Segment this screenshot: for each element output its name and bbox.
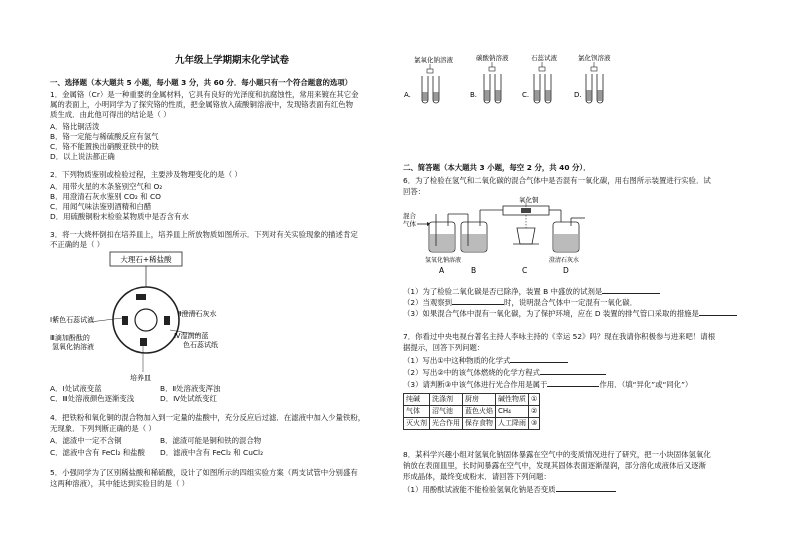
q8-line-3: 形成晶体，最终变成粉末．请回答下列问题： bbox=[403, 472, 551, 481]
q4-option-a: A．滤渣中一定不含铜 bbox=[50, 436, 122, 445]
table-cell: 气体 bbox=[404, 406, 430, 418]
table-cell: ③ bbox=[529, 418, 540, 430]
table-row bbox=[404, 406, 540, 418]
table-cell: 沼气池 bbox=[430, 406, 463, 418]
table-cell: 洗涤剂 bbox=[430, 394, 463, 406]
q6-answer-2: （2）当观察到 时，说明混合气体中一定混有一氧化碳． bbox=[403, 298, 638, 307]
q3-label-1: Ⅰ紫色石蕊试液 bbox=[50, 316, 95, 324]
q1-line-3: 质生成．由此他可得出的结论是（ ） bbox=[50, 110, 171, 119]
q5-option-a-tubes bbox=[404, 55, 454, 103]
q6-limewater-label: 澄清石灰水 bbox=[549, 257, 580, 264]
q4-line-1: 4．把铁粉和氧化铜的混合物加入到一定量的盐酸中，充分反应后过滤．在滤液中加入少量铁粉， bbox=[50, 413, 366, 422]
q7-blank-2[interactable] bbox=[540, 367, 606, 375]
q5-option-b-tubes bbox=[470, 53, 509, 103]
q5-option-d-tubes bbox=[574, 53, 611, 103]
q5-option-a: A. bbox=[404, 91, 411, 99]
q6-line-1: 6．为了检验在氢气和二氧化碳的混合气体中是否混有一氧化碳，用右图所示装置进行实验．试 bbox=[403, 176, 711, 185]
q6-label-a: A bbox=[439, 266, 445, 275]
q5-reagent-a-label: 氯氧化钠溶液 bbox=[414, 56, 453, 64]
q6-label-c: C bbox=[522, 266, 528, 275]
exam-title: 九年级上学期期末化学试卷 bbox=[175, 55, 290, 66]
q7-answer-3: （3）请判断③中该气体进行光合作用是属于 作用．（填“异化”或“同化”） bbox=[403, 380, 693, 389]
q1-option-c: C．铬不能置换出硝酸亚铁中的铁 bbox=[50, 142, 159, 151]
q3-label-4a: Ⅳ湿润的蓝 bbox=[174, 332, 209, 340]
q2-option-d: D．用硫酸铜粉末检验某物质中是否含有水 bbox=[50, 212, 189, 221]
q6-gas-in-label-b: 气体 bbox=[403, 220, 416, 228]
q3-petri-diagram bbox=[50, 250, 250, 380]
q7-blank-1[interactable] bbox=[510, 355, 568, 363]
q5-option-c: C. bbox=[522, 91, 530, 99]
q4-line-2: 无现象．下列判断正确的是（ ） bbox=[50, 424, 156, 433]
table-row bbox=[404, 394, 540, 406]
q8-line-2: 钠放在表面皿里，长时间暴露在空气中，发现其固体表面逐渐湿润，部分溶化成液体后又逐渐 bbox=[403, 461, 707, 470]
table-cell: ① bbox=[529, 394, 540, 406]
q5-reagent-b-label: 碳酸钠溶液 bbox=[476, 54, 509, 62]
q3-option-d: D．Ⅳ处试纸变红 bbox=[160, 394, 217, 403]
q3-label-3b: 氢氧化钠溶液 bbox=[52, 343, 94, 351]
q8-answer-1: （1）用酚酞试液能不能检验氢氧化钠是否变质 bbox=[403, 484, 616, 494]
q1-line-1: 1．金属铬（Cr）是一种重要的金属材料，它具有良好的光泽度和抗腐蚀性，常用来镀在其它金 bbox=[50, 90, 359, 99]
q5-option-b: B. bbox=[470, 91, 478, 99]
q6-line-2: 回答： bbox=[403, 187, 426, 196]
q6-answer-1: （1）为了检验二氧化碳是否已除净，装置 B 中盛放的试剂是 bbox=[403, 286, 660, 296]
q5-test-tubes-figure bbox=[402, 52, 617, 112]
q4-option-b: B．滤渣可能是铜和铁的混合物 bbox=[160, 436, 262, 445]
q6-apparatus-diagram bbox=[403, 198, 593, 278]
q6-cuo-label: 氧化铜 bbox=[519, 196, 539, 204]
q3-line-2: 不正确的是（ ） bbox=[50, 240, 105, 249]
q3-label-4b: 色石蕊试纸 bbox=[183, 341, 218, 349]
q7-answer-1: （1）写出①中这种物质的化学式 bbox=[403, 355, 568, 365]
q2-line-1: 2．下列物质鉴别或检验过程，主要涉及物理变化的是（ ） bbox=[50, 170, 242, 179]
q1-option-b: B．铬一定能与稀硫酸反应有氢气 bbox=[50, 132, 159, 141]
q3-top-box-label: 大理石+稀盐酸 bbox=[120, 255, 172, 264]
table-cell: 碱性物质 bbox=[496, 394, 529, 406]
q3-label-3a: Ⅲ滴加酚酞的 bbox=[50, 334, 90, 342]
q6-blank-2[interactable] bbox=[452, 297, 504, 305]
table-cell: 蓝色火焰 bbox=[463, 406, 496, 418]
q7-answer-2: （2）写出②中的该气体燃烧的化学方程式 bbox=[403, 367, 606, 377]
table-cell: 人工降雨 bbox=[496, 418, 529, 430]
q7-line-2: 据提示，回答下列问题： bbox=[403, 343, 485, 352]
q5-option-d: D. bbox=[574, 91, 582, 99]
q6-blank-1[interactable] bbox=[602, 286, 660, 294]
q6-naoh-label: 氢氧化钠溶液 bbox=[425, 257, 462, 264]
q6-gas-in-label-a: 混合 bbox=[403, 212, 416, 220]
section2-heading: 二、简答题（本大题共 3 小题，每空 2 分，共 40 分）． bbox=[403, 163, 591, 172]
q6-label-b: B bbox=[471, 266, 477, 275]
q8-blank-1[interactable] bbox=[556, 484, 616, 492]
table-cell: 纯碱 bbox=[404, 394, 430, 406]
table-cell: CH₄ bbox=[496, 406, 529, 418]
q2-option-b: B．用澄清石灰水鉴别 CO₂ 和 CO bbox=[50, 192, 161, 201]
q5-line-2: 这两种溶液），其中能达到实验目的是（ ） bbox=[50, 479, 190, 488]
table-cell: 保存食物 bbox=[463, 418, 496, 430]
q6-label-d: D bbox=[563, 266, 569, 275]
q2-option-a: A．用带火星的木条鉴别空气和 O₂ bbox=[50, 182, 163, 191]
q7-clue-table bbox=[403, 393, 540, 430]
q3-option-c: C．Ⅲ处溶液颜色逐渐变浅 bbox=[50, 394, 135, 403]
table-cell: 光合作用 bbox=[430, 418, 463, 430]
q2-option-c: C．用闻气味法鉴别酒精和白醋 bbox=[50, 202, 152, 211]
q6-answer-3: （3）如果混合气体中混有一氧化碳，为了保护环境，应在 D 装置的排气管口采取的措施是 bbox=[403, 308, 737, 318]
q1-option-d: D．以上说法都正确 bbox=[50, 152, 115, 161]
q4-option-d: D．滤液中含有 FeCl₂ 和 CuCl₂ bbox=[160, 448, 264, 457]
q1-option-a: A．铬比铜活泼 bbox=[50, 122, 100, 131]
q8-line-1: 8．某科学兴趣小组对氢氧化钠固体暴露在空气中的变质情况进行了研究，把一小块固体氢氧化 bbox=[403, 450, 711, 459]
q3-line-1: 3．将一大烧杯倒扣在培养皿上，培养皿上所放物质如图所示．下列对有关实验现象的描述肯定 bbox=[50, 230, 358, 239]
q3-option-a: A．Ⅰ处试液变蓝 bbox=[50, 384, 102, 393]
q3-label-2: Ⅱ澄清石灰水 bbox=[178, 310, 217, 318]
q1-line-2: 属的表面上，小明同学为了探究铬的性质，把金属铬放入硫酸铜溶液中，发现铬表面有红色物 bbox=[50, 100, 354, 109]
table-cell: ② bbox=[529, 406, 540, 418]
q5-option-c-tubes bbox=[522, 53, 558, 103]
section1-heading: 一、选择题（本大题共 5 小题，每小题 3 分，共 60 分．每小题只有一个符合题意的选项） bbox=[50, 78, 353, 87]
table-cell: 厨房 bbox=[463, 394, 496, 406]
q5-line-1: 5．小强同学为了区别稀盐酸和稀硫酸，设计了如图所示的四组实验方案（两支试管中分别盛有 bbox=[50, 468, 358, 477]
q5-reagent-c-label: 石蕊试液 bbox=[531, 54, 557, 62]
table-cell: 灭火剂 bbox=[404, 418, 430, 430]
q3-option-b: B．Ⅱ处溶液变浑浊 bbox=[160, 384, 221, 393]
q3-dish-inner bbox=[135, 309, 157, 331]
q7-line-1: 7．你看过中央电视台著名主持人李咏主持的《幸运 52》吗？现在我请你积极参与进来吧！请根 bbox=[403, 332, 716, 341]
q3-dish-label: 培养皿 bbox=[130, 374, 151, 382]
q5-reagent-d-label: 氯化钡溶液 bbox=[578, 54, 611, 62]
q4-option-c: C．滤液中含有 FeCl₂ 和盐酸 bbox=[50, 448, 145, 457]
q7-blank-3[interactable] bbox=[547, 379, 599, 387]
table-row bbox=[404, 418, 540, 430]
q6-blank-3[interactable] bbox=[699, 308, 737, 316]
